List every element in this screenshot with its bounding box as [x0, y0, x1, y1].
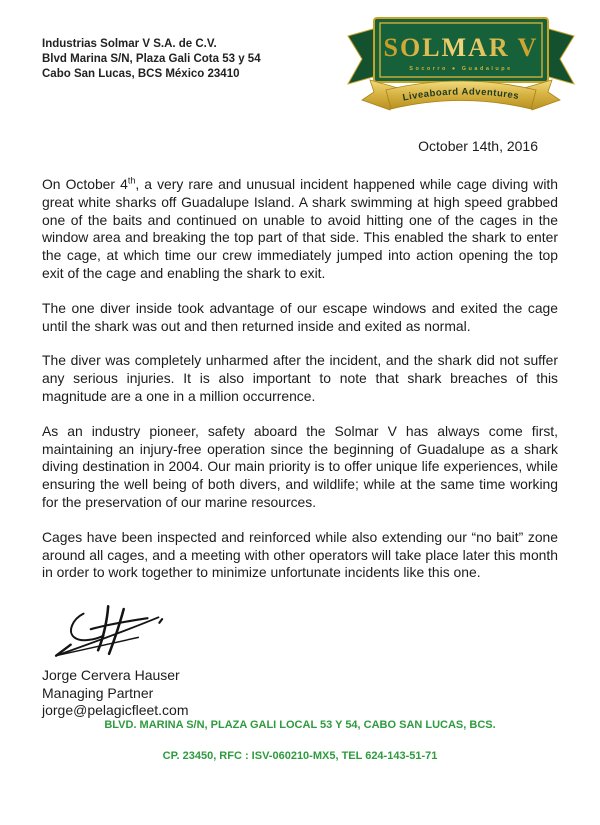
paragraph-5: Cages have been inspected and reinforced while also extending our “no bait” zone around all cages, and a meeting with other operators will take place later this month in order to work together to minimize unfortunate incidents like this one.	[42, 528, 558, 581]
paragraph-1-rest: , a very rare and unusual incident happened while cage diving with great white sharks off Guadalupe Island. A shark swimming at high speed grabbed one of the baits and continued on unable to avoid hitting one of the cages in the window area and breaking the top part of that side. This enabled the shark to enter the cage, at which time our crew immediately jumped into action opening the top exit of the cage and enabling the shark to exit.	[42, 176, 559, 281]
footer-address: BLVD. MARINA S/N, PLAZA GALI LOCAL 53 Y 54, CABO SAN LUCAS, BCS.	[104, 719, 496, 731]
paragraph-1	[42, 176, 558, 283]
logo-title: SOLMAR V	[383, 33, 539, 62]
letter-date: October 14th, 2016	[418, 138, 538, 154]
signer-title: Managing Partner	[42, 684, 154, 701]
letter-header	[0, 0, 600, 130]
signature-block	[42, 599, 600, 720]
paragraph-3: The diver was completely unharmed after the incident, and the shark did not suffer any serious injuries. It is also important to note that shark breaches of this magnitude are a one in a million occurrence.	[42, 352, 558, 404]
sender-address-line1: Blvd Marina S/N, Plaza Gali Cota 53 y 54	[42, 53, 261, 65]
solmar-v-logo	[346, 14, 576, 112]
logo-tagline: Liveaboard Adventures	[401, 86, 520, 104]
paragraph-2: The one diver inside took advantage of our escape windows and exited the cage until the shark was out and then returned inside and exited as normal.	[42, 299, 558, 334]
logo-subtitle: Socorro ● Guadalupe	[409, 66, 513, 72]
sender-address	[42, 37, 261, 82]
sender-company: Industrias Solmar V S.A. de C.V.	[42, 38, 217, 50]
signer-details	[42, 667, 600, 720]
signer-email: jorge@pelagicfleet.com	[42, 702, 189, 719]
footer-contact: CP. 23450, RFC : ISV-060210-MX5, TEL 624-143-51-71	[162, 750, 438, 762]
letter-body	[42, 176, 558, 582]
letter-footer	[0, 719, 600, 763]
sender-address-line2: Cabo San Lucas, BCS México 23410	[42, 68, 240, 80]
paragraph-1-start: On October 4	[42, 176, 128, 192]
ordinal-superscript: th	[127, 175, 136, 186]
handwritten-signature	[46, 599, 174, 663]
paragraph-4: As an industry pioneer, safety aboard the Solmar V has always come first, maintaining an injury-free operation since the beginning of Guadalupe as a shark diving destination in 2004. Our main priority is to offer unique life experiences, while ensuring the well being of both divers, and wildlife; while at the same time working for the preservation of our marine resources.	[42, 422, 558, 510]
signer-name: Jorge Cervera Hauser	[42, 667, 180, 684]
